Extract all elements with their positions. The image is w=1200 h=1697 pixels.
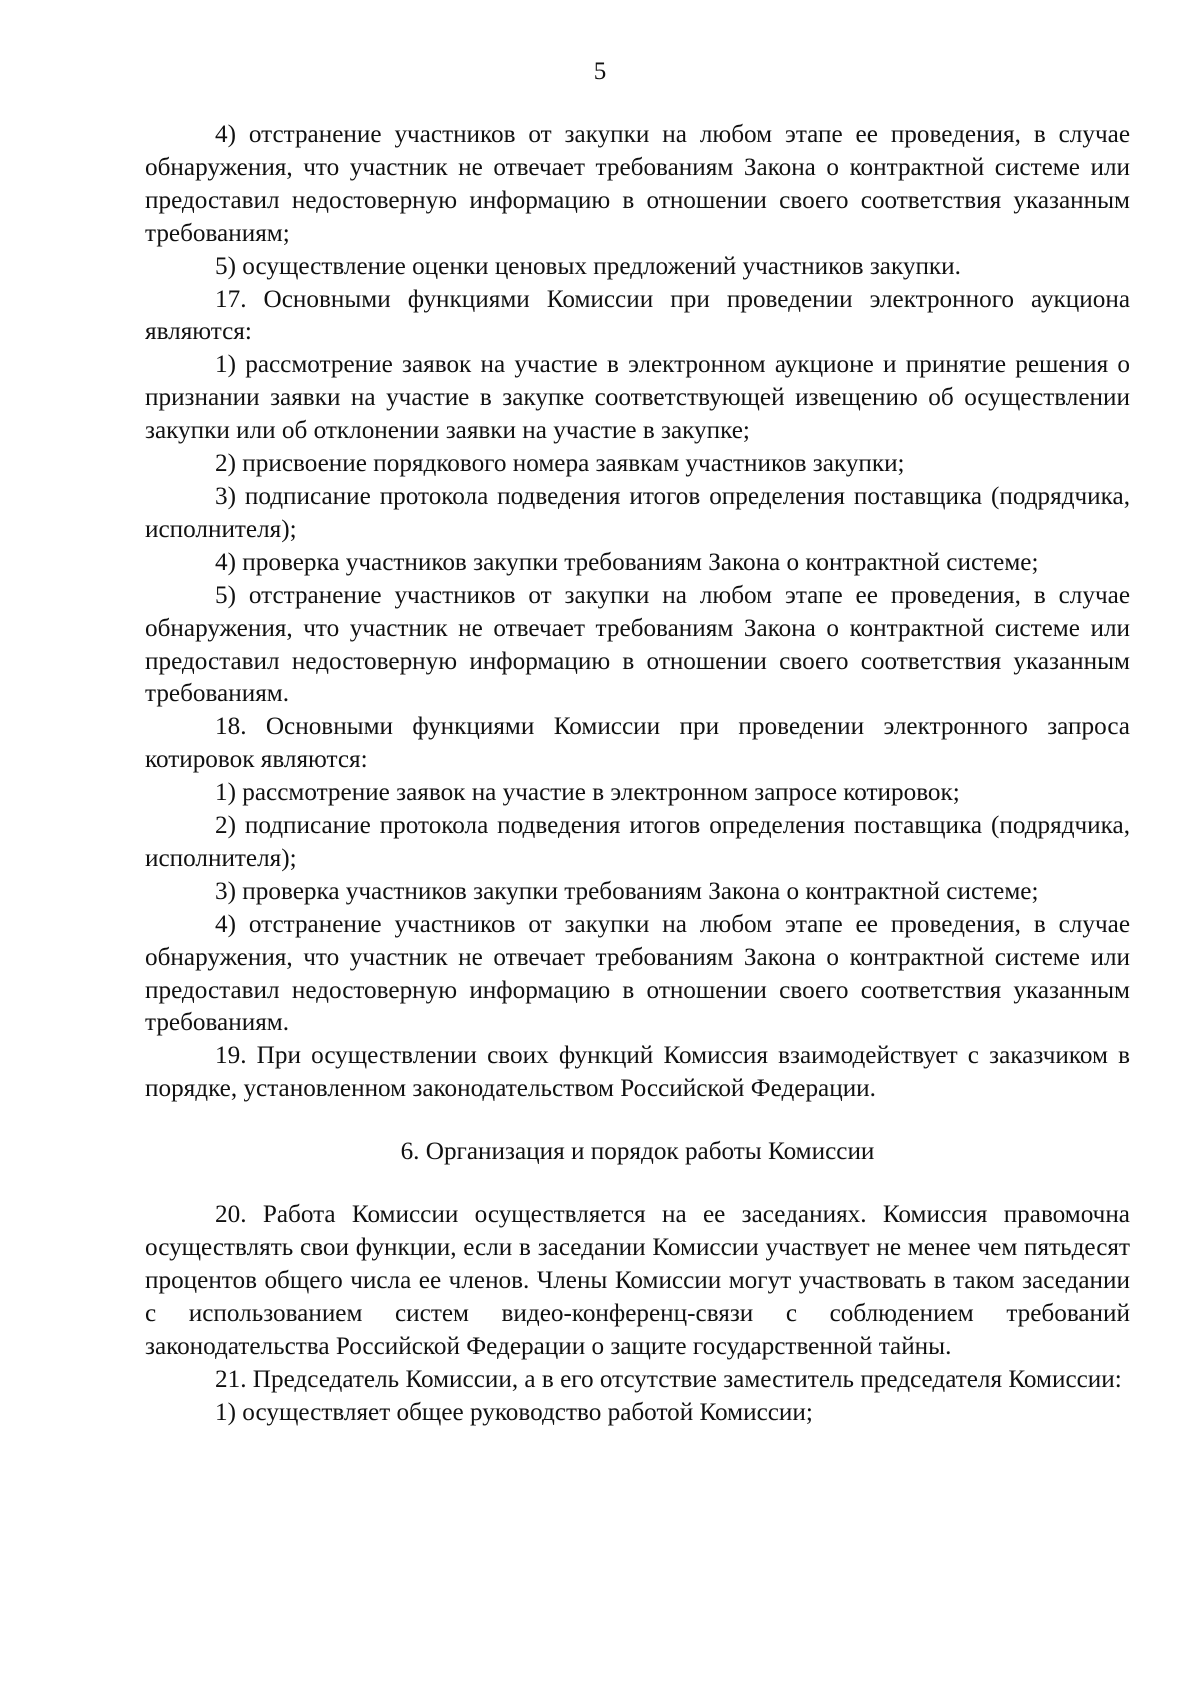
paragraph-19-interaction: 19. При осуществлении своих функций Комиссия взаимодействует с заказчиком в порядке, установленном законодательством Российской Федерации. bbox=[145, 1042, 1130, 1103]
paragraph-17-item-1: 1) рассмотрение заявок на участие в электронном аукционе и принятие решения о признании заявки на участие в закупке соответствующей извещению об осуществлении закупки или об отклонении заявки на участие в закупке; bbox=[145, 351, 1130, 445]
section-heading: 6. Организация и порядок работы Комиссии bbox=[400, 1138, 875, 1166]
paragraph-18-item-3: 3) проверка участников закупки требованиям Закона о контрактной системе; bbox=[215, 877, 1039, 905]
paragraph-18-item-2: 2) подписание протокола подведения итогов определения поставщика (подрядчика, исполнителя); bbox=[145, 812, 1130, 872]
paragraph-item-4-disqualification: 4) отстранение участников от закупки на любом этапе ее проведения, в случае обнаружения, что участник не отвечает требованиям Закона о контрактной системе или предоставил недостоверную информацию в отношении своего соответствия указанным требованиям; bbox=[145, 121, 1130, 247]
paragraph-21-chairman: 21. Председатель Комиссии, а в его отсутствие заместитель председателя Комиссии: bbox=[215, 1365, 1122, 1393]
paragraph-17-item-2: 2) присвоение порядкового номера заявкам участников закупки; bbox=[215, 450, 905, 478]
page-number: 5 bbox=[593, 58, 607, 85]
paragraph-18-item-4: 4) отстранение участников от закупки на любом этапе ее проведения, в случае обнаружения, что участник не отвечает требованиям Закона о контрактной системе или предоставил недостоверную информацию в отношении своего соответствия указанным требованиям. bbox=[145, 910, 1130, 1037]
paragraph-21-item-1: 1) осуществляет общее руководство работой Комиссии; bbox=[215, 1398, 813, 1426]
paragraph-17-item-4: 4) проверка участников закупки требованиям Закона о контрактной системе; bbox=[215, 548, 1039, 576]
paragraph-17-auction-functions: 17. Основными функциями Комиссии при проведении электронного аукциона являются: bbox=[145, 285, 1130, 346]
paragraph-20-meetings: 20. Работа Комиссии осуществляется на ее заседаниях. Комиссия правомочна осуществлять свои функции, если в заседании Комиссии участвует не менее чем пятьдесят процентов общего числа ее членов. Члены Комиссии могут участвовать в таком заседании с использованием систем видео-конференц-связи с соблюдением требований законодательства Российской Федерации о защите государственной тайны. bbox=[145, 1201, 1130, 1360]
paragraph-17-item-3: 3) подписание протокола подведения итогов определения поставщика (подрядчика, исполнителя); bbox=[145, 482, 1130, 543]
paragraph-item-5-price-evaluation: 5) осуществление оценки ценовых предложений участников закупки. bbox=[215, 252, 961, 280]
paragraph-18-quotation-functions: 18. Основными функциями Комиссии при проведении электронного запроса котировок являются: bbox=[145, 713, 1130, 774]
paragraph-17-item-5: 5) отстранение участников от закупки на любом этапе ее проведения, в случае обнаружения, что участник не отвечает требованиям Закона о контрактной системе или предоставил недостоверную информацию в отношении своего соответствия указанным требованиям. bbox=[145, 581, 1130, 708]
document-body bbox=[145, 119, 1130, 1429]
paragraph-18-item-1: 1) рассмотрение заявок на участие в электронном запросе котировок; bbox=[215, 779, 960, 807]
